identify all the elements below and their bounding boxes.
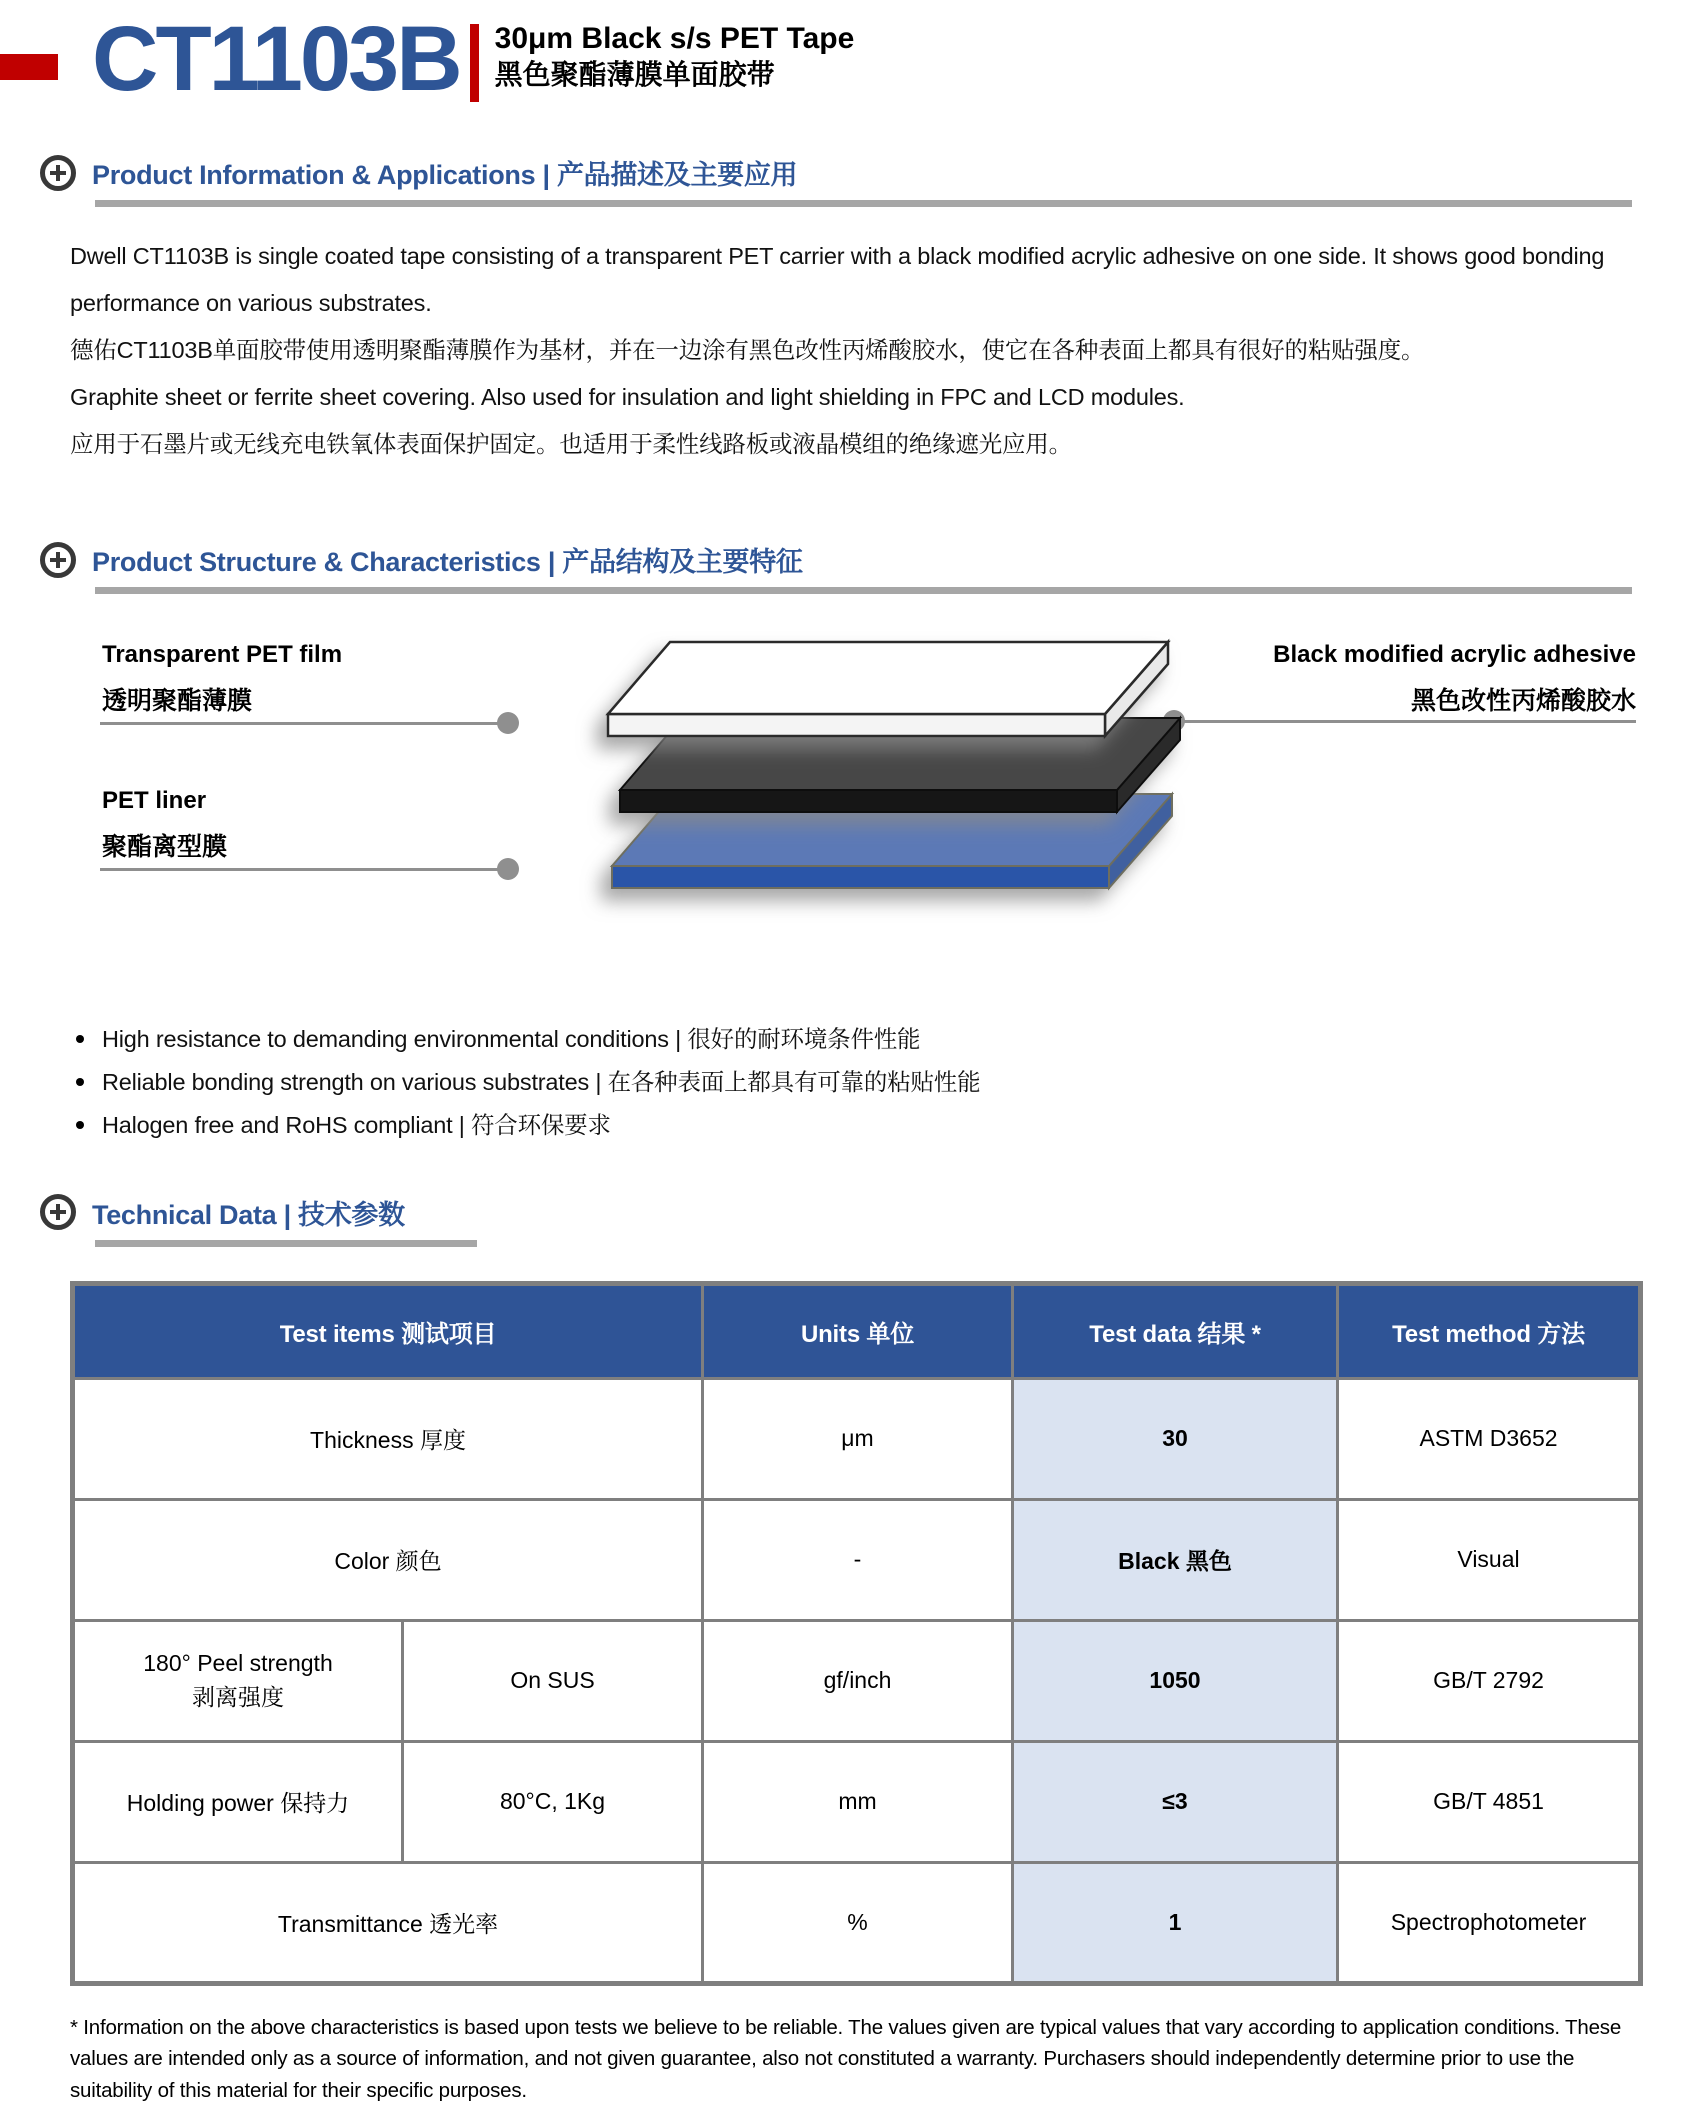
layer-label-pet-film-zh: 透明聚酯薄膜 bbox=[102, 686, 253, 715]
connector-dot bbox=[497, 858, 519, 880]
cell-test-data: 1050 bbox=[1013, 1620, 1338, 1741]
product-subtitle-en: 30μm Black s/s PET Tape bbox=[494, 22, 855, 55]
section-head-technical-data bbox=[40, 1193, 1702, 1232]
layer-label-liner bbox=[102, 778, 227, 871]
section-divider bbox=[95, 1240, 477, 1247]
cell-unit: mm bbox=[703, 1741, 1013, 1862]
layer-label-pet-film bbox=[102, 632, 342, 725]
section-title-structure: Product Structure & Characteristics | 产品结构及主要特征 bbox=[92, 547, 803, 578]
layer-label-adhesive bbox=[1273, 632, 1636, 725]
section-title-technical-data: Technical Data | 技术参数 bbox=[92, 1199, 405, 1230]
cell-item: Color 颜色 bbox=[73, 1499, 703, 1620]
title-divider bbox=[470, 24, 479, 102]
table-header-units: Units 单位 bbox=[703, 1283, 1013, 1378]
connector-dot bbox=[497, 712, 519, 734]
description-paragraph-zh-1: 德佑CT1103B单面胶带使用透明聚酯薄膜作为基材，并在一边涂有黑色改性丙烯酸胶水，使它在各种表面上都具有很好的粘贴强度。 bbox=[70, 337, 1425, 364]
cell-method: Visual bbox=[1338, 1499, 1641, 1620]
connector-line-pet-film bbox=[100, 722, 508, 725]
table-row-transmittance bbox=[73, 1862, 1641, 1983]
cell-item-line2: 剥离强度 bbox=[192, 1683, 284, 1710]
section-divider bbox=[95, 200, 1632, 207]
layer-label-liner-zh: 聚酯离型膜 bbox=[102, 832, 228, 861]
product-model-title: CT1103B bbox=[92, 8, 460, 110]
cell-unit: gf/inch bbox=[703, 1620, 1013, 1741]
section-title-product-info: Product Information & Applications | 产品描述及主要应用 bbox=[92, 160, 798, 191]
table-header-test-items: Test items 测试项目 bbox=[73, 1283, 703, 1378]
cell-method: Spectrophotometer bbox=[1338, 1862, 1641, 1983]
product-subtitle-zh: 黑色聚酯薄膜单面胶带 bbox=[494, 58, 775, 90]
section-divider bbox=[95, 587, 1632, 594]
table-header-row bbox=[73, 1283, 1641, 1378]
section-head-structure bbox=[40, 540, 1702, 579]
cell-method: GB/T 2792 bbox=[1338, 1620, 1641, 1741]
feature-item bbox=[74, 1018, 1702, 1061]
layer-label-adhesive-en: Black modified acrylic adhesive bbox=[1273, 641, 1636, 669]
disclaimer-note: * Information on the above characteristics is based upon tests we believe to be reliable. The values given are typical values that vary according to application conditions. These values are intended only as a source of information, and not given guarantee, also not constituted a warranty. Purchasers should independently determine prior to use the suitability of this material for their specific purposes. bbox=[70, 2015, 1622, 2103]
cell-test-data: 30 bbox=[1013, 1378, 1338, 1499]
feature-item bbox=[74, 1104, 1702, 1147]
description-paragraph-en-2: Graphite sheet or ferrite sheet covering. Also used for insulation and light shielding in FPC and LCD modules. bbox=[70, 384, 1185, 411]
connector-line-liner bbox=[100, 868, 508, 871]
cell-item: Thickness 厚度 bbox=[73, 1378, 703, 1499]
table-header-test-data: Test data 结果 * bbox=[1013, 1283, 1338, 1378]
tape-layers-illustration bbox=[520, 630, 1200, 930]
cell-unit: % bbox=[703, 1862, 1013, 1983]
brand-header bbox=[0, 0, 1702, 110]
feature-item bbox=[74, 1061, 1702, 1104]
plus-circle-icon bbox=[40, 155, 76, 191]
plus-circle-icon bbox=[40, 1194, 76, 1230]
cell-unit: μm bbox=[703, 1378, 1013, 1499]
feature-text: Halogen free and RoHS compliant | 符合环保要求 bbox=[102, 1111, 611, 1138]
cell-item: Holding power 保持力 bbox=[73, 1741, 403, 1862]
table-row-holding-power bbox=[73, 1741, 1641, 1862]
feature-list bbox=[74, 1018, 1702, 1146]
table-header-test-method: Test method 方法 bbox=[1338, 1283, 1641, 1378]
cell-test-data: ≤3 bbox=[1013, 1741, 1338, 1862]
cell-item bbox=[73, 1620, 403, 1741]
table-row-color bbox=[73, 1499, 1641, 1620]
cell-item-line1: 180° Peel strength bbox=[143, 1650, 333, 1677]
layer-label-adhesive-zh: 黑色改性丙烯酸胶水 bbox=[1410, 686, 1636, 715]
cell-unit: - bbox=[703, 1499, 1013, 1620]
section-head-product-info bbox=[40, 153, 1702, 192]
brand-red-bar bbox=[0, 54, 58, 80]
product-subtitle bbox=[495, 22, 855, 93]
table-row-peel-strength bbox=[73, 1620, 1641, 1741]
product-description bbox=[70, 233, 1638, 468]
layer-label-pet-film-en: Transparent PET film bbox=[102, 641, 343, 669]
cell-test-data: 1 bbox=[1013, 1862, 1338, 1983]
layer-label-liner-en: PET liner bbox=[102, 787, 207, 815]
description-paragraph-en-1: Dwell CT1103B is single coated tape consisting of a transparent PET carrier with a black modified acrylic adhesive on one side. It shows good bonding performance on various substrates. bbox=[70, 243, 1605, 317]
description-paragraph-zh-2: 应用于石墨片或无线充电铁氧体表面保护固定。也适用于柔性线路板或液晶模组的绝缘遮光应用。 bbox=[70, 431, 1072, 458]
pet-film-layer bbox=[608, 642, 1168, 736]
bullet-icon bbox=[76, 1121, 84, 1129]
connector-line-adhesive bbox=[1174, 720, 1636, 723]
bullet-icon bbox=[76, 1035, 84, 1043]
plus-circle-icon bbox=[40, 542, 76, 578]
feature-text: High resistance to demanding environmental conditions | 很好的耐环境条件性能 bbox=[102, 1026, 921, 1053]
cell-item: Transmittance 透光率 bbox=[73, 1862, 703, 1983]
structure-diagram bbox=[0, 630, 1702, 970]
cell-method: ASTM D3652 bbox=[1338, 1378, 1641, 1499]
cell-condition: On SUS bbox=[403, 1620, 703, 1741]
cell-test-data: Black 黑色 bbox=[1013, 1499, 1338, 1620]
bullet-icon bbox=[76, 1078, 84, 1086]
technical-data-table bbox=[70, 1281, 1643, 1986]
feature-text: Reliable bonding strength on various substrates | 在各种表面上都具有可靠的粘贴性能 bbox=[102, 1069, 981, 1096]
cell-condition: 80°C, 1Kg bbox=[403, 1741, 703, 1862]
cell-method: GB/T 4851 bbox=[1338, 1741, 1641, 1862]
table-row-thickness bbox=[73, 1378, 1641, 1499]
